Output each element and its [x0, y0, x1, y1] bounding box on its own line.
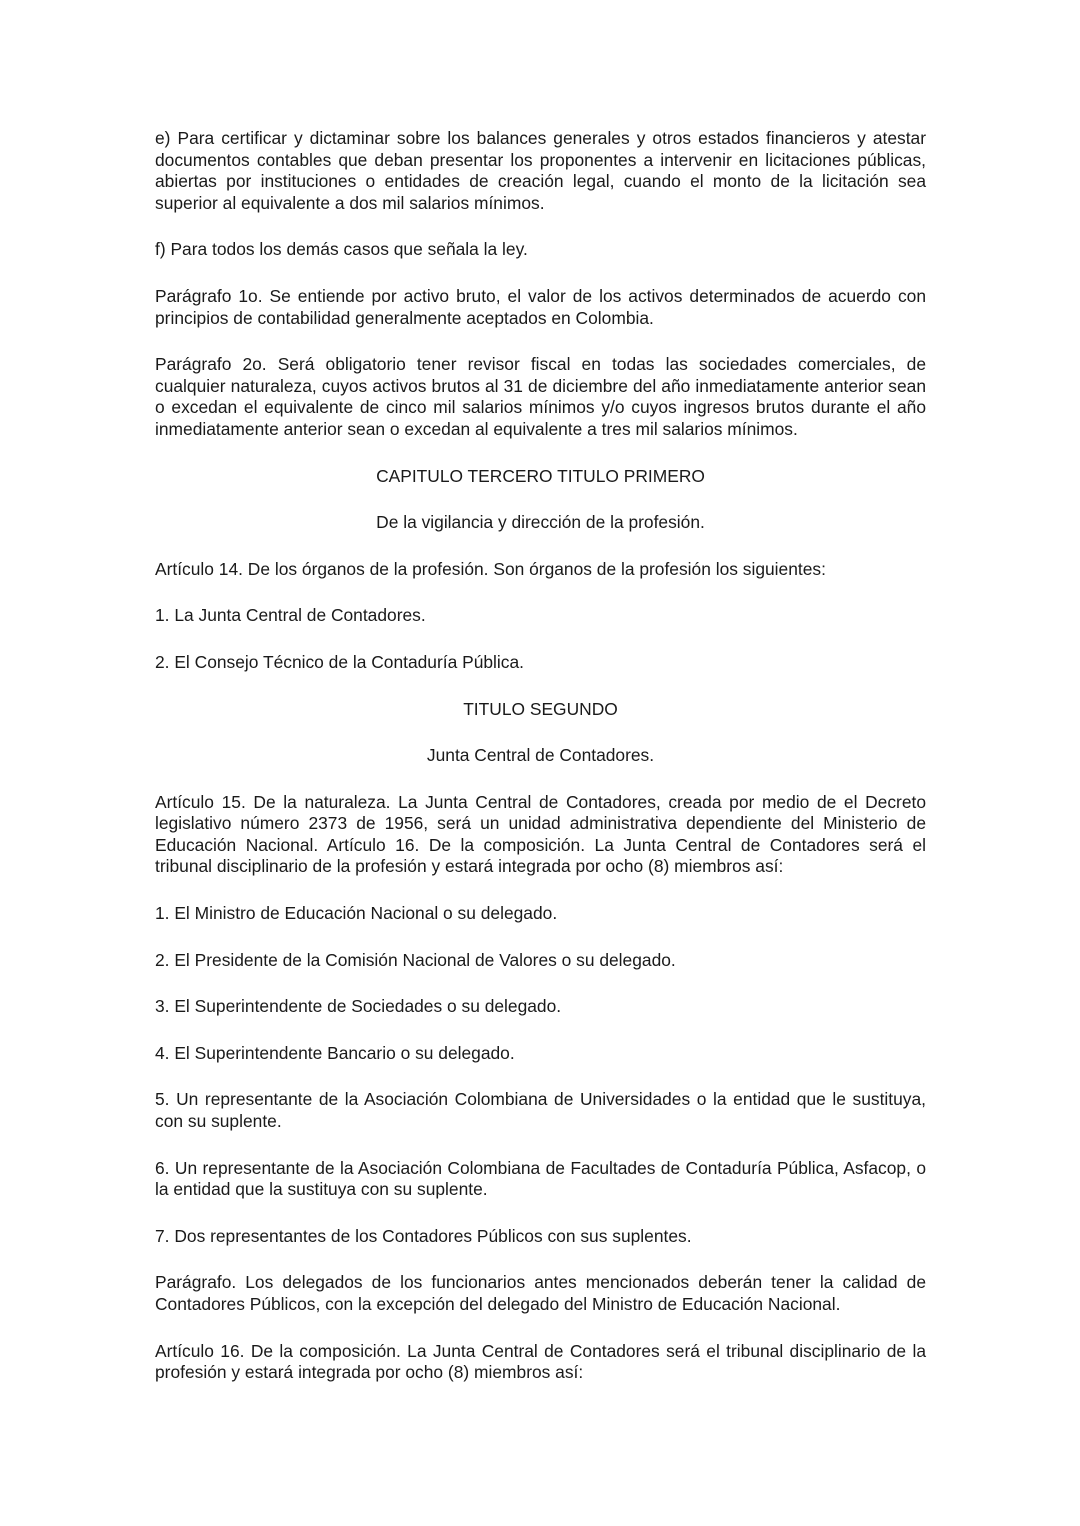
paragraph-paragrafo-delegados: Parágrafo. Los delegados de los funcionarios antes mencionados deberán tener la calidad de Contadores Públicos, con la excepción del delegado del Ministro de Educación Nacional. — [155, 1272, 926, 1314]
article-14-item-2: 2. El Consejo Técnico de la Contaduría Pública. — [155, 651, 524, 672]
chapter-subheading: De la vigilancia y dirección de la profesión. — [376, 512, 705, 533]
article-14-item-1: 1. La Junta Central de Contadores. — [155, 605, 426, 626]
member-item-6: 6. Un representante de la Asociación Colombiana de Facultades de Contaduría Pública, Asfacop, o la entidad que la sustituya con su suplente. — [155, 1157, 926, 1200]
article-14: Artículo 14. De los órganos de la profesión. Son órganos de la profesión los siguientes: — [155, 558, 826, 579]
member-item-2: 2. El Presidente de la Comisión Nacional de Valores o su delegado. — [155, 949, 676, 970]
article-16: Artículo 16. De la composición. La Junta Central de Contadores será el tribunal disciplinario de la profesión y estará integrada por ocho (8) miembros así: — [155, 1340, 926, 1383]
chapter-heading: CAPITULO TERCERO TITULO PRIMERO — [376, 465, 705, 486]
member-item-5: 5. Un representante de la Asociación Colombiana de Universidades o la entidad que le sustituya, con su suplente. — [155, 1089, 926, 1132]
member-item-4: 4. El Superintendente Bancario o su delegado. — [155, 1042, 515, 1063]
member-item-7: 7. Dos representantes de los Contadores Públicos con sus suplentes. — [155, 1225, 692, 1246]
paragraph-item-e: e) Para certificar y dictaminar sobre los balances generales y otros estados financieros y atestar documentos contables que deban presentar los proponentes a intervenir en licitaciones públicas, abiertas por instituciones o entidades de creación legal, cuando el monto de la licitación sea superior al equivalente a dos mil salarios mínimos. — [155, 128, 926, 213]
member-item-1: 1. El Ministro de Educación Nacional o su delegado. — [155, 903, 558, 924]
member-item-3: 3. El Superintendente de Sociedades o su delegado. — [155, 996, 562, 1017]
paragraph-paragrafo-2: Parágrafo 2o. Será obligatorio tener revisor fiscal en todas las sociedades comerciales, de cualquier naturaleza, cuyos activos brutos al 31 de diciembre del año inmediatamente anterior sean o excedan el equivalente de cinco mil salarios mínimos y/o cuyos ingresos brutos durante el año inmediatamente anterior sean o excedan al equivalente a tres mil salarios mínimos. — [155, 354, 926, 439]
article-15: Artículo 15. De la naturaleza. La Junta Central de Contadores, creada por medio de el Decreto legislativo número 2373 de 1956, será un unidad administrativa dependiente del Ministerio de Educación Nacional. Artículo 16. De la composición. La Junta Central de Contadores será el tribunal disciplinario de la profesión y estará integrada por ocho (8) miembros así: — [155, 791, 926, 877]
title-heading: TITULO SEGUNDO — [463, 698, 618, 719]
paragraph-paragrafo-1: Parágrafo 1o. Se entiende por activo bruto, el valor de los activos determinados de acuerdo con principios de contabilidad generalmente aceptados en Colombia. — [155, 285, 926, 328]
title-subheading: Junta Central de Contadores. — [426, 745, 655, 766]
document-page — [155, 128, 926, 1409]
paragraph-item-f: f) Para todos los demás casos que señala la ley. — [155, 239, 528, 260]
